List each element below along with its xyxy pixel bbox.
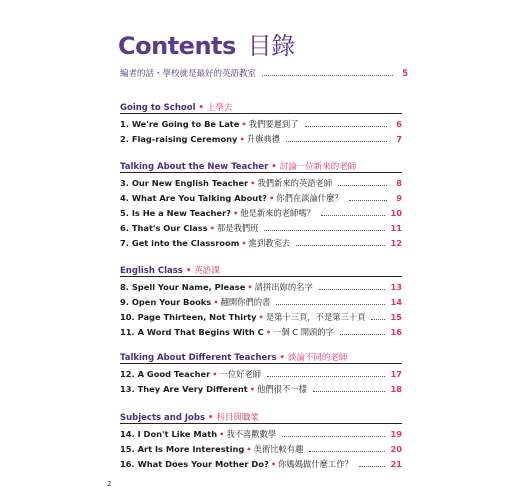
toc-entry[interactable]	[120, 368, 402, 380]
bullet-separator: •	[268, 162, 280, 172]
entry-page-number: 15	[390, 312, 402, 322]
dot-leader	[264, 229, 385, 231]
entry-page-number: 13	[390, 282, 402, 292]
entry-title-zh: 你媽媽做什麼工作？	[278, 459, 353, 469]
entry-page-number: 14	[390, 297, 402, 307]
toc-entry[interactable]	[120, 326, 402, 338]
bullet-separator: •	[268, 193, 275, 203]
toc-entry[interactable]	[120, 311, 402, 323]
entry-title-zh: 翻開你們的書	[220, 297, 271, 307]
toc-entry[interactable]	[120, 296, 402, 308]
entry-title-en: 14. I Don't Like Math	[120, 429, 218, 439]
entry-title-en: 1. We're Going to Be Late	[120, 119, 240, 129]
intro-entry[interactable]	[120, 67, 408, 79]
dot-leader	[309, 450, 385, 452]
entry-page-number: 19	[390, 429, 402, 439]
entry-page-number: 9	[396, 193, 402, 203]
entry-title-en: 11. A Word That Begins With C	[120, 327, 264, 337]
toc-entry[interactable]	[120, 118, 402, 130]
bullet-separator: •	[241, 119, 247, 129]
entry-page-number: 21	[390, 459, 402, 469]
folio-page-number: 2	[107, 480, 112, 488]
entry-page-number: 10	[390, 208, 402, 218]
section-heading	[120, 264, 220, 276]
entry-title-en: 3. Our New English Teacher	[120, 178, 249, 188]
entry-title-zh: 一位好老師	[219, 369, 262, 379]
entry-title-en: 2. Flag-raising Ceremony	[120, 134, 238, 144]
intro-text: 編者的話・學校就是最好的英語教室	[120, 69, 257, 79]
section-heading	[120, 411, 259, 423]
bullet-separator: •	[213, 297, 219, 307]
entry-title-zh: 一個 C 開頭的字	[273, 327, 334, 337]
dot-leader	[340, 333, 386, 335]
entry-page-number: 18	[390, 384, 402, 394]
bullet-separator: •	[258, 312, 264, 322]
entry-title-zh: 我不喜歡數學	[226, 429, 277, 439]
toc-entry[interactable]	[120, 443, 402, 455]
section-heading-en: English Class	[120, 266, 183, 276]
entry-title-zh: 我們要遲到了	[248, 119, 299, 129]
toc-entry[interactable]	[120, 222, 402, 234]
bullet-separator: •	[212, 369, 218, 379]
section-heading	[120, 351, 347, 363]
page-title	[118, 26, 295, 61]
entry-title-zh: 美術比較有趣	[253, 444, 304, 454]
dot-leader	[319, 288, 386, 290]
entry-title-zh: 請拼出妳的名字	[254, 282, 313, 292]
dot-leader	[276, 303, 385, 305]
bullet-separator: •	[270, 459, 277, 469]
toc-entry[interactable]	[120, 428, 402, 440]
intro-page-number: 5	[402, 69, 408, 79]
bullet-separator: •	[205, 413, 217, 423]
entry-page-number: 8	[396, 178, 402, 188]
section-heading-zh: 科目與職業	[216, 413, 259, 423]
bullet-separator: •	[239, 134, 245, 144]
entry-title-en: 8. Spell Your Name, Please	[120, 282, 246, 292]
bullet-separator: •	[195, 103, 207, 113]
entry-page-number: 20	[390, 444, 402, 454]
bullet-separator: •	[182, 266, 195, 276]
section-heading-en: Going to School	[120, 103, 196, 113]
toc-entry[interactable]	[120, 281, 402, 293]
bullet-separator: •	[241, 238, 247, 248]
bullet-separator: •	[265, 327, 272, 337]
entry-title-en: 6. That's Our Class	[120, 223, 208, 233]
toc-entry[interactable]	[120, 458, 402, 470]
entry-page-number: 12	[390, 238, 402, 248]
entry-title-zh: 那是我們班	[216, 223, 259, 233]
toc-entry[interactable]	[120, 177, 402, 189]
entry-title-zh: 升旗典禮	[246, 134, 280, 144]
toc-entry[interactable]	[120, 133, 402, 145]
bullet-separator: •	[247, 282, 253, 292]
entry-title-zh: 他是新來的老師嗎？	[240, 208, 315, 218]
entry-title-zh: 我們新來的英語老師	[257, 178, 333, 188]
entry-title-en: 7. Get into the Classroom	[120, 238, 240, 248]
section-heading	[120, 160, 356, 172]
entry-title-en: 16. What Does Your Mother Do?	[120, 459, 269, 469]
section-heading-zh: 英語課	[194, 266, 220, 276]
entry-page-number: 7	[396, 134, 402, 144]
toc-entry[interactable]	[120, 237, 402, 249]
section-heading-zh: 談論不同的老師	[287, 353, 348, 363]
bullet-separator: •	[249, 384, 256, 394]
dot-leader	[286, 140, 387, 142]
bullet-separator: •	[209, 223, 215, 233]
title-zh: 目錄	[247, 32, 295, 60]
entry-title-en: 9. Open Your Books	[120, 297, 212, 307]
section-rule	[120, 113, 402, 114]
toc-entry[interactable]	[120, 383, 402, 395]
dot-leader	[321, 214, 386, 216]
bullet-separator: •	[250, 178, 256, 188]
dot-leader	[296, 244, 385, 246]
entry-title-zh: 他們很不一樣	[257, 384, 307, 394]
entry-title-en: 10. Page Thirteen, Not Thirty	[120, 312, 257, 322]
section-heading-zh: 討論一位新來的老師	[279, 162, 357, 172]
entry-page-number: 17	[390, 369, 402, 379]
section-heading-en: Subjects and Jobs	[120, 413, 206, 423]
entry-title-en: 15. Art Is More Interesting	[120, 444, 245, 454]
dot-leader	[349, 199, 387, 201]
dot-leader	[338, 184, 387, 186]
dot-leader	[267, 375, 385, 377]
section-heading-zh: 上學去	[206, 103, 233, 113]
dot-leader	[371, 318, 385, 320]
section-rule	[120, 363, 402, 364]
section-heading	[120, 101, 232, 113]
dot-leader	[359, 465, 386, 467]
section-heading-en: Talking About Different Teachers	[120, 353, 277, 363]
section-rule	[120, 172, 402, 173]
dot-leader	[313, 390, 386, 392]
toc-entry[interactable]	[120, 207, 402, 219]
section-rule	[120, 423, 402, 424]
entry-page-number: 6	[396, 119, 402, 129]
entry-title-zh: 進到教室去	[248, 238, 291, 248]
bullet-separator: •	[276, 353, 288, 363]
entry-page-number: 11	[390, 223, 402, 233]
section-heading-en: Talking About the New Teacher	[120, 162, 269, 172]
dot-leader	[282, 435, 385, 437]
bullet-separator: •	[219, 429, 225, 439]
entry-page-number: 16	[390, 327, 402, 337]
toc-entry[interactable]	[120, 192, 402, 204]
entry-title-en: 12. A Good Teacher	[120, 369, 211, 379]
section-rule	[120, 276, 402, 277]
entry-title-zh: 你們在談論什麼？	[276, 193, 343, 203]
dot-leader	[305, 125, 387, 127]
dot-leader	[262, 74, 393, 76]
title-en: Contents	[118, 32, 236, 60]
entry-title-zh: 是第十三頁，不是第三十頁	[265, 312, 366, 322]
entry-title-en: 13. They Are Very Different	[120, 384, 248, 394]
bullet-separator: •	[232, 208, 239, 218]
entry-title-en: 5. Is He a New Teacher?	[120, 208, 231, 218]
entry-title-en: 4. What Are You Talking About?	[120, 193, 267, 203]
bullet-separator: •	[246, 444, 252, 454]
